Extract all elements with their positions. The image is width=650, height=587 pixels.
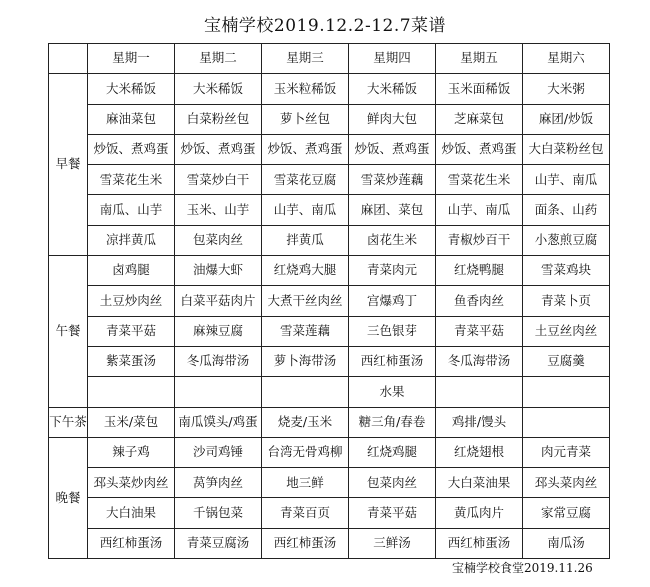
menu-cell: 家常豆腐: [523, 498, 610, 528]
menu-cell: 鸡排/馒头: [436, 407, 523, 437]
menu-cell: 炒饭、煮鸡蛋: [349, 134, 436, 164]
menu-cell: 雪菜炒白干: [175, 165, 262, 195]
day-header: 星期四: [349, 44, 436, 74]
menu-cell: [523, 407, 610, 437]
menu-cell: 南瓜汤: [523, 528, 610, 558]
menu-cell: 包菜肉丝: [349, 468, 436, 498]
menu-cell: 芝麻菜包: [436, 104, 523, 134]
menu-cell: 萝卜海带汤: [262, 346, 349, 376]
menu-cell: 雪菜炒莲藕: [349, 165, 436, 195]
menu-cell: 千锅包菜: [175, 498, 262, 528]
menu-cell: 豆腐羹: [523, 346, 610, 376]
menu-cell: 萝卜丝包: [262, 104, 349, 134]
footer-note: 宝楠学校食堂2019.11.26: [452, 561, 593, 575]
menu-cell: 青菜平菇: [436, 316, 523, 346]
day-header: 星期六: [523, 44, 610, 74]
breakfast-row: [49, 104, 610, 134]
corner-cell: [49, 44, 88, 74]
menu-cell: 莴笋肉丝: [175, 468, 262, 498]
menu-cell: 山芋、南瓜: [262, 195, 349, 225]
day-header: 星期五: [436, 44, 523, 74]
menu-cell: 大白菜油果: [436, 468, 523, 498]
breakfast-row: [49, 165, 610, 195]
menu-cell: 宫爆鸡丁: [349, 286, 436, 316]
menu-cell: 西红柿蛋汤: [262, 528, 349, 558]
dinner-row: [49, 437, 610, 467]
menu-cell: 凉拌黄瓜: [88, 225, 175, 255]
menu-cell: 白菜粉丝包: [175, 104, 262, 134]
menu-cell: 邳头菜肉丝: [523, 468, 610, 498]
menu-cell: [523, 377, 610, 407]
menu-cell: 邳头菜炒肉丝: [88, 468, 175, 498]
menu-cell: 青菜平菇: [88, 316, 175, 346]
menu-cell: 雪菜花生米: [436, 165, 523, 195]
day-header: 星期二: [175, 44, 262, 74]
breakfast-row: [49, 74, 610, 104]
menu-cell: 沙司鸡锤: [175, 437, 262, 467]
menu-cell: [262, 377, 349, 407]
header-row: [49, 44, 610, 74]
menu-cell: 西红柿蛋汤: [349, 346, 436, 376]
snack-row: [49, 407, 610, 437]
menu-cell: 大白菜粉丝包: [523, 134, 610, 164]
lunch-label: 午餐: [49, 256, 88, 407]
breakfast-row: [49, 134, 610, 164]
menu-cell: 冬瓜海带汤: [175, 346, 262, 376]
menu-cell: 土豆丝肉丝: [523, 316, 610, 346]
menu-cell: 大米稀饭: [175, 74, 262, 104]
lunch-row: [49, 256, 610, 286]
menu-cell: 红烧鸡腿: [349, 437, 436, 467]
lunch-row: [49, 316, 610, 346]
menu-cell: 台湾无骨鸡柳: [262, 437, 349, 467]
menu-cell: 红烧鸭腿: [436, 256, 523, 286]
menu-cell: 玉米面稀饭: [436, 74, 523, 104]
menu-cell: 冬瓜海带汤: [436, 346, 523, 376]
menu-cell: [175, 377, 262, 407]
menu-cell: 地三鲜: [262, 468, 349, 498]
dinner-row: [49, 498, 610, 528]
menu-cell: 包菜肉丝: [175, 225, 262, 255]
breakfast-label: 早餐: [49, 74, 88, 256]
menu-cell: 水果: [349, 377, 436, 407]
menu-cell: 卤花生米: [349, 225, 436, 255]
menu-cell: 麻团/炒饭: [523, 104, 610, 134]
menu-cell: 西红柿蛋汤: [436, 528, 523, 558]
snack-label: 下午茶: [49, 407, 88, 437]
menu-cell: 红烧鸡大腿: [262, 256, 349, 286]
menu-cell: 麻团、菜包: [349, 195, 436, 225]
breakfast-row: [49, 225, 610, 255]
menu-cell: 糖三角/春卷: [349, 407, 436, 437]
lunch-row: [49, 286, 610, 316]
lunch-row: [49, 377, 610, 407]
menu-cell: 山芋、南瓜: [523, 165, 610, 195]
menu-cell: 烧麦/玉米: [262, 407, 349, 437]
menu-cell: 紫菜蛋汤: [88, 346, 175, 376]
menu-cell: 小葱煎豆腐: [523, 225, 610, 255]
menu-cell: 炒饭、煮鸡蛋: [262, 134, 349, 164]
menu-cell: 雪菜鸡块: [523, 256, 610, 286]
menu-cell: 雪菜花豆腐: [262, 165, 349, 195]
menu-cell: 卤鸡腿: [88, 256, 175, 286]
menu-cell: 三色银芽: [349, 316, 436, 346]
menu-cell: 南瓜馍头/鸡蛋: [175, 407, 262, 437]
lunch-row: [49, 346, 610, 376]
menu-cell: 大煮干丝肉丝: [262, 286, 349, 316]
menu-cell: 玉米粒稀饭: [262, 74, 349, 104]
menu-cell: 炒饭、煮鸡蛋: [175, 134, 262, 164]
menu-cell: 青菜肉元: [349, 256, 436, 286]
menu-cell: 大米稀饭: [349, 74, 436, 104]
menu-cell: 鲜肉大包: [349, 104, 436, 134]
menu-table-body: [49, 44, 610, 559]
menu-cell: 黄瓜肉片: [436, 498, 523, 528]
menu-cell: 白菜平菇肉片: [175, 286, 262, 316]
menu-cell: 炒饭、煮鸡蛋: [88, 134, 175, 164]
menu-cell: 辣子鸡: [88, 437, 175, 467]
menu-table: [48, 43, 610, 559]
menu-cell: 青菜百页: [262, 498, 349, 528]
menu-cell: 南瓜、山芋: [88, 195, 175, 225]
menu-cell: 炒饭、煮鸡蛋: [436, 134, 523, 164]
menu-cell: 拌黄瓜: [262, 225, 349, 255]
menu-cell: 肉元青菜: [523, 437, 610, 467]
menu-cell: 青菜平菇: [349, 498, 436, 528]
menu-cell: 面条、山药: [523, 195, 610, 225]
menu-cell: 土豆炒肉丝: [88, 286, 175, 316]
menu-cell: 山芋、南瓜: [436, 195, 523, 225]
menu-cell: 鱼香肉丝: [436, 286, 523, 316]
day-header: 星期一: [88, 44, 175, 74]
page-title: 宝楠学校2019.12.2-12.7菜谱: [203, 16, 447, 36]
menu-cell: 青椒炒百干: [436, 225, 523, 255]
dinner-row: [49, 528, 610, 558]
menu-cell: 玉米、山芋: [175, 195, 262, 225]
menu-cell: 大米稀饭: [88, 74, 175, 104]
menu-cell: [436, 377, 523, 407]
menu-cell: 雪菜花生米: [88, 165, 175, 195]
menu-cell: 油爆大虾: [175, 256, 262, 286]
dinner-row: [49, 468, 610, 498]
menu-cell: 麻油菜包: [88, 104, 175, 134]
menu-cell: 大米粥: [523, 74, 610, 104]
menu-cell: 三鲜汤: [349, 528, 436, 558]
menu-cell: 麻辣豆腐: [175, 316, 262, 346]
breakfast-row: [49, 195, 610, 225]
menu-cell: 玉米/菜包: [88, 407, 175, 437]
menu-cell: [88, 377, 175, 407]
menu-cell: 青菜卜页: [523, 286, 610, 316]
menu-cell: 西红柿蛋汤: [88, 528, 175, 558]
dinner-label: 晚餐: [49, 437, 88, 558]
day-header: 星期三: [262, 44, 349, 74]
menu-cell: 红烧翅根: [436, 437, 523, 467]
menu-cell: 青菜豆腐汤: [175, 528, 262, 558]
menu-cell: 大白油果: [88, 498, 175, 528]
menu-cell: 雪菜莲藕: [262, 316, 349, 346]
